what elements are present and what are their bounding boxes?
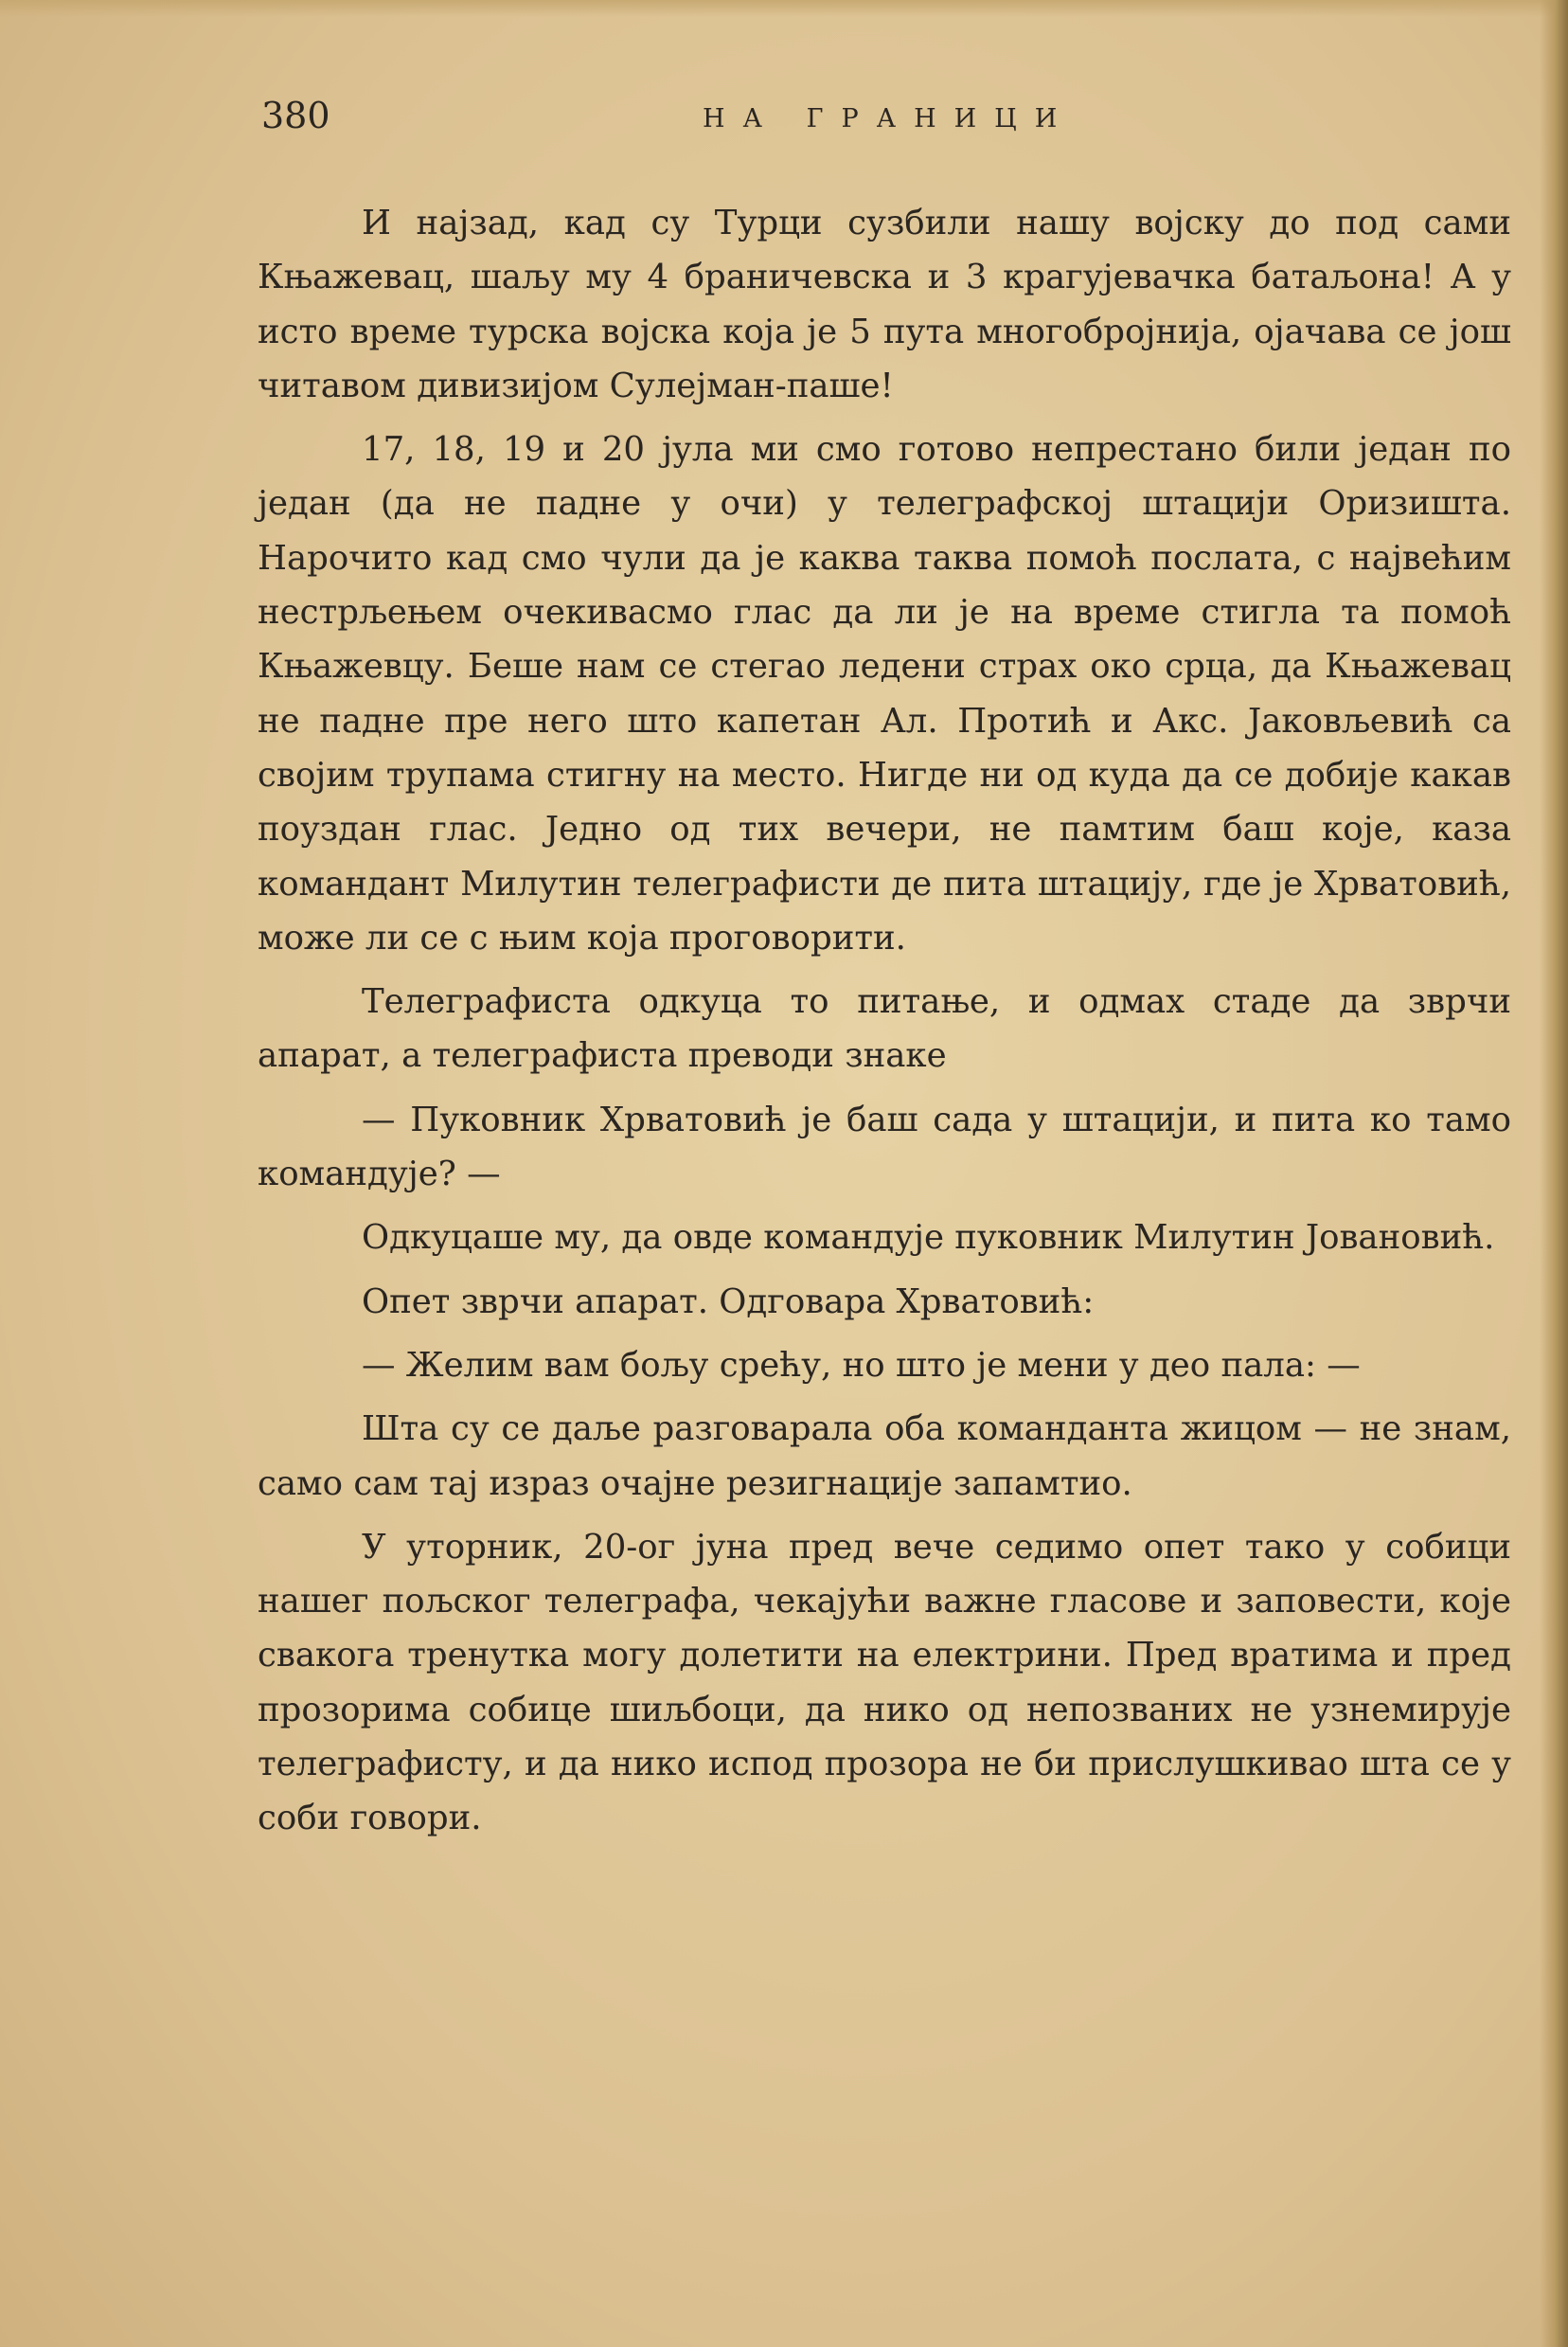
- paragraph: Телеграфиста одкуца то питање, и одмах стаде да зврчи апарат, а телеграфиста преводи знаке: [258, 982, 1511, 1076]
- paragraph: Одкуцаше му, да овде командује пуковник Милутин Јовановић.: [362, 1218, 1495, 1258]
- paragraph-dialogue: — Пуковник Хрватовић је баш сада у штацији, и пита ко тамо командује? —: [258, 1100, 1511, 1194]
- paragraph: Шта су се даље разговарала оба команданта жицом — не знам, само сам тај израз очајне резигнације запамтио.: [258, 1409, 1511, 1503]
- page-top-shadow: [0, 0, 1568, 17]
- running-title: НА ГРАНИЦИ: [703, 104, 1076, 134]
- paragraph: 17, 18, 19 и 20 јула ми смо готово непрестано били један по један (да не падне у очи) у телеграфској штацији Оризишта. Нарочито кад смо чули да је каква таква помоћ послата, с највећим нестрљењем очекивасмо глас да ли је на време стигла та помоћ Књажевцу. Беше нам се стегао ледени страх око срца, да Књажевац не падне пре него што капетан Ал. Протић и Акс. Јаковљевић са својим трупама стигну на место. Нигде ни од куда да се добије какав поуздан глас. Једно од тих вечери, не памтим баш које, каза командант Милутин телеграфисти де пита штацију, где је Хрватовић, може ли се с њим која проговорити.: [258, 430, 1511, 958]
- body-text: [258, 196, 1511, 1855]
- page-number: 380: [261, 95, 330, 136]
- page-header: [258, 87, 1517, 144]
- page-edge-shadow: [1540, 0, 1568, 2347]
- paragraph: У уторник, 20-ог јуна пред вече седимо опет тако у собици нашег пољског телеграфа, чекајући важне гласове и заповести, које свакога тренутка могу долетити на електрини. Пред вратима и пред прозорима собице шиљбоци, да нико од непозваних не узнемирује телеграфисту, и да нико испод прозора не би прислушкивао шта се у соби говори.: [258, 1527, 1511, 1838]
- paragraph: И најзад, кад су Турци сузбили нашу војску до под сами Књажевац, шаљу му 4 браничевска и 3 крагујевачка батаљона! А у исто време турска војска која је 5 пута многобројнија, ојачава се још читавом дивизијом Сулејман-паше!: [258, 204, 1511, 405]
- paragraph-dialogue: — Желим вам бољу срећу, но што је мени у део пала: —: [362, 1345, 1361, 1385]
- paragraph: Опет зврчи апарат. Одговара Хрватовић:: [362, 1281, 1095, 1321]
